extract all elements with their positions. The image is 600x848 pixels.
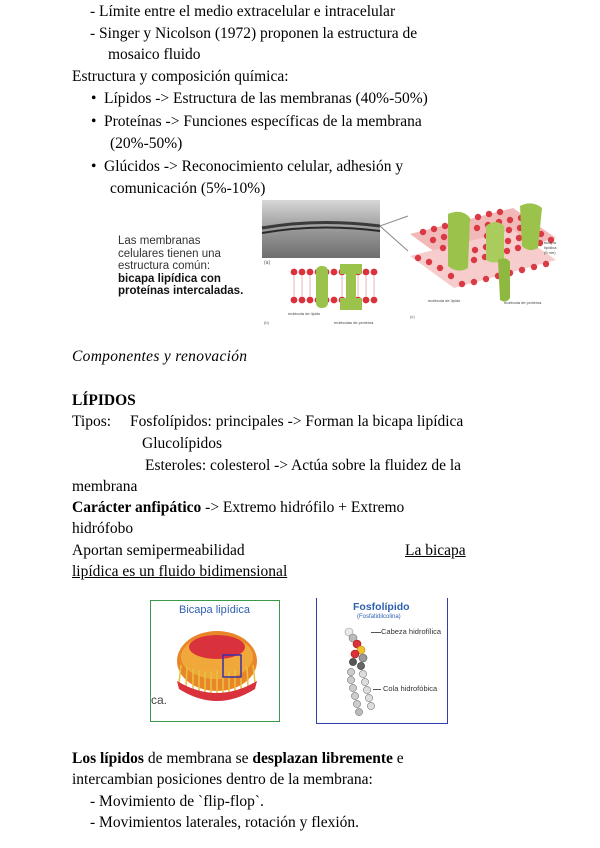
- amphipathic-bold: Carácter anfipático: [72, 499, 202, 516]
- type-sterols-cont: membrana: [72, 478, 138, 495]
- movement-paragraph-cont: intercambian posiciones dentro de la membrana:: [72, 771, 373, 788]
- phospholipid-subtitle: (Fosfatidilcolina): [357, 614, 401, 620]
- phospholipid-box: [316, 598, 448, 724]
- bullet-glucids-cont: comunicación (5%-10%): [110, 180, 266, 197]
- protein-shape: [340, 264, 362, 310]
- intro-limit-line: - Límite entre el medio extracelular e intracelular: [90, 3, 396, 20]
- types-label: Tipos:: [72, 413, 112, 430]
- type-glycolipids: Glucolípidos: [142, 435, 223, 452]
- panel-c-label: (c): [410, 314, 415, 319]
- movement-paragraph: [72, 748, 404, 770]
- structure-heading: Estructura y composición química:: [72, 68, 289, 85]
- fluid-bilayer-link-cont[interactable]: lipídica es un fluido bidimensional: [72, 563, 288, 580]
- semipermeability: Aportan semipermeabilidad: [72, 542, 245, 559]
- lipids-title: LÍPIDOS: [72, 392, 136, 409]
- connector-line: [380, 226, 408, 251]
- panel-a-label: (a): [264, 260, 271, 266]
- bullet-glucids: • Glúcidos -> Reconocimiento celular, adhesión y: [104, 156, 403, 178]
- fluid-bilayer-link[interactable]: La bicapa: [405, 542, 466, 559]
- type-sterols: Esteroles: colesterol -> Actúa sobre la fluidez de la: [145, 457, 462, 474]
- micrograph-panel: [262, 200, 380, 266]
- label-lipid-b: molécula de lípido: [288, 311, 321, 316]
- protein-shape: [316, 266, 328, 308]
- head-label: Cabeza hidrofílica: [381, 627, 442, 636]
- protein-shape: [448, 212, 470, 271]
- bullet-proteins-cont: (20%-50%): [110, 135, 183, 152]
- head-pointer: [371, 632, 381, 633]
- tail-pointer: [373, 689, 381, 690]
- figure1-caption: [118, 235, 243, 298]
- figure1-caption-bold: bicapa lipídica con: [118, 272, 221, 285]
- bilayer-box: [150, 600, 280, 722]
- tail-label: Cola hidrofóbica: [383, 684, 438, 693]
- label-protein-b: moléculas de proteína: [334, 320, 374, 325]
- amphipathic-line: [72, 497, 404, 519]
- figure1-caption-line: Las membranas: [118, 235, 201, 247]
- label-bilayer: lipídica: [544, 245, 557, 250]
- movement-bold: Los lípidos: [72, 750, 144, 767]
- components-heading: Componentes y renovación: [72, 348, 248, 365]
- bilayer-box-title: Bicapa lipídica: [179, 604, 250, 616]
- membrane-3d: [410, 203, 557, 319]
- protein-shape: [486, 222, 504, 263]
- label-bilayer: (5 nm): [544, 250, 556, 255]
- intro-singer-line-cont: mosaico fluido: [108, 46, 201, 63]
- bullet-proteins: • Proteínas -> Funciones específicas de la membrana: [104, 111, 422, 133]
- phospholipid-title: Fosfolípido: [353, 601, 410, 613]
- protein-shape: [498, 258, 510, 301]
- movement-lateral: - Movimientos laterales, rotación y flexión.: [90, 814, 360, 831]
- label-bilayer: bicapa: [544, 240, 556, 245]
- movement-bold: desplazan libremente: [252, 750, 393, 767]
- movement-text: e: [392, 750, 404, 767]
- stray-text: ca.: [151, 693, 168, 707]
- amphipathic-cont: hidrófobo: [72, 520, 134, 537]
- amphipathic-rest: -> Extremo hidrófilo + Extremo: [201, 499, 405, 516]
- label-lipid-c: molécula de lípido: [428, 298, 461, 303]
- bilayer-schematic: [264, 264, 377, 325]
- movement-flipflop: - Movimiento de `flip-flop`.: [90, 793, 264, 810]
- movement-text: de membrana se: [143, 750, 253, 767]
- bullet-lipids: • Lípidos -> Estructura de las membranas (40%-50%): [104, 88, 428, 110]
- intro-singer-line: - Singer y Nicolson (1972) proponen la estructura de: [90, 25, 418, 42]
- phospholipid-model: [339, 624, 379, 720]
- label-protein-c: molécula de proteína: [504, 300, 542, 305]
- figure1-caption-line: estructura común:: [118, 260, 211, 272]
- type-phospholipids: Fosfolípidos: principales -> Forman la bicapa lipídica: [130, 413, 464, 430]
- figure1-caption-bold: proteínas intercaladas.: [118, 285, 244, 297]
- panel-b-label: (b): [264, 320, 269, 325]
- figure1-caption-line: celulares tienen una: [118, 247, 221, 260]
- bilayer-sphere: [169, 619, 273, 717]
- membrane-figure: [258, 196, 568, 330]
- connector-line: [380, 216, 408, 226]
